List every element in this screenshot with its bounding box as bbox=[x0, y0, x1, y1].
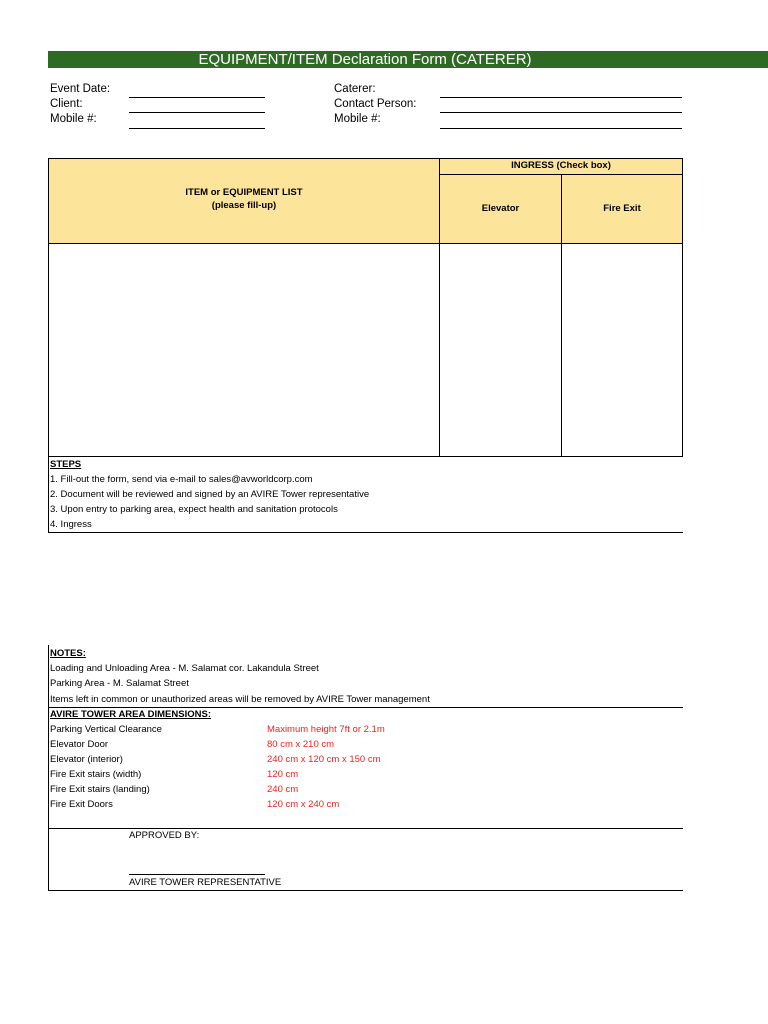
mobile-left-label: Mobile #: bbox=[50, 113, 97, 125]
fire-exit-column-label: Fire Exit bbox=[603, 203, 641, 214]
client-label: Client: bbox=[50, 98, 83, 110]
notes-left-border bbox=[48, 645, 49, 828]
mobile-right-label: Mobile #: bbox=[334, 113, 381, 125]
elevator-column-label: Elevator bbox=[481, 203, 520, 214]
dimension-label: Elevator Door bbox=[50, 739, 109, 750]
dimension-value: 80 cm x 210 cm bbox=[267, 739, 335, 750]
notes-title: NOTES: bbox=[50, 648, 86, 659]
dimensions-title: AVIRE TOWER AREA DIMENSIONS: bbox=[50, 709, 211, 720]
signatory-label: AVIRE TOWER REPRESENTATIVE bbox=[129, 877, 282, 888]
form-title: EQUIPMENT/ITEM Declaration Form (CATERER) bbox=[198, 51, 532, 68]
dimension-value: 240 cm x 120 cm x 150 cm bbox=[267, 754, 381, 765]
approval-left-border bbox=[48, 829, 49, 891]
item-list-header-subtitle: (please fill-up) bbox=[211, 200, 277, 211]
table-right-border bbox=[682, 244, 683, 456]
item-list-header bbox=[48, 158, 440, 244]
contact-person-field[interactable] bbox=[440, 112, 682, 113]
item-list-input-area[interactable] bbox=[49, 245, 438, 455]
note-item: Items left in common or unauthorized areas will be removed by AVIRE Tower management bbox=[50, 694, 430, 705]
client-field[interactable] bbox=[129, 112, 265, 113]
steps-left-border bbox=[48, 457, 49, 533]
event-date-label: Event Date: bbox=[50, 83, 111, 95]
dimension-label: Fire Exit stairs (landing) bbox=[50, 784, 150, 795]
step-item: 4. Ingress bbox=[50, 519, 92, 530]
fire-exit-column-header bbox=[561, 174, 683, 244]
dimension-label: Fire Exit Doors bbox=[50, 799, 113, 810]
event-date-field[interactable] bbox=[129, 97, 265, 98]
contact-person-label: Contact Person: bbox=[334, 98, 417, 110]
elevator-checkbox-area[interactable] bbox=[440, 245, 560, 455]
ingress-header bbox=[439, 158, 683, 175]
dimension-value: 120 cm bbox=[267, 769, 299, 780]
caterer-label: Caterer: bbox=[334, 83, 376, 95]
ingress-header-label: INGRESS (Check box) bbox=[511, 160, 611, 171]
note-item: Loading and Unloading Area - M. Salamat cor. Lakandula Street bbox=[50, 663, 319, 674]
elevator-column-header bbox=[439, 174, 562, 244]
dimension-value: Maximum height 7ft or 2.1m bbox=[267, 724, 385, 735]
steps-title: STEPS bbox=[50, 459, 82, 470]
step-item: 3. Upon entry to parking area, expect health and sanitation protocols bbox=[50, 504, 338, 515]
steps-bottom-border bbox=[48, 532, 683, 533]
item-list-header-title: ITEM or EQUIPMENT LIST bbox=[185, 187, 303, 198]
caterer-field[interactable] bbox=[440, 97, 682, 98]
dimension-label: Parking Vertical Clearance bbox=[50, 724, 162, 735]
fire-exit-checkbox-area[interactable] bbox=[562, 245, 682, 455]
mobile-left-field[interactable] bbox=[129, 128, 265, 129]
step-item: 2. Document will be reviewed and signed by an AVIRE Tower representative bbox=[50, 489, 370, 500]
approved-by-label: APPROVED BY: bbox=[129, 830, 200, 841]
step-item: 1. Fill-out the form, send via e-mail to sales@avworldcorp.com bbox=[50, 474, 313, 485]
dimension-label: Elevator (interior) bbox=[50, 754, 123, 765]
dimension-value: 240 cm bbox=[267, 784, 299, 795]
dimension-value: 120 cm x 240 cm bbox=[267, 799, 340, 810]
note-item: Parking Area - M. Salamat Street bbox=[50, 678, 189, 689]
table-bottom-border bbox=[48, 456, 683, 457]
approval-bottom-border bbox=[48, 890, 683, 891]
dimension-label: Fire Exit stairs (width) bbox=[50, 769, 142, 780]
mobile-right-field[interactable] bbox=[440, 128, 682, 129]
